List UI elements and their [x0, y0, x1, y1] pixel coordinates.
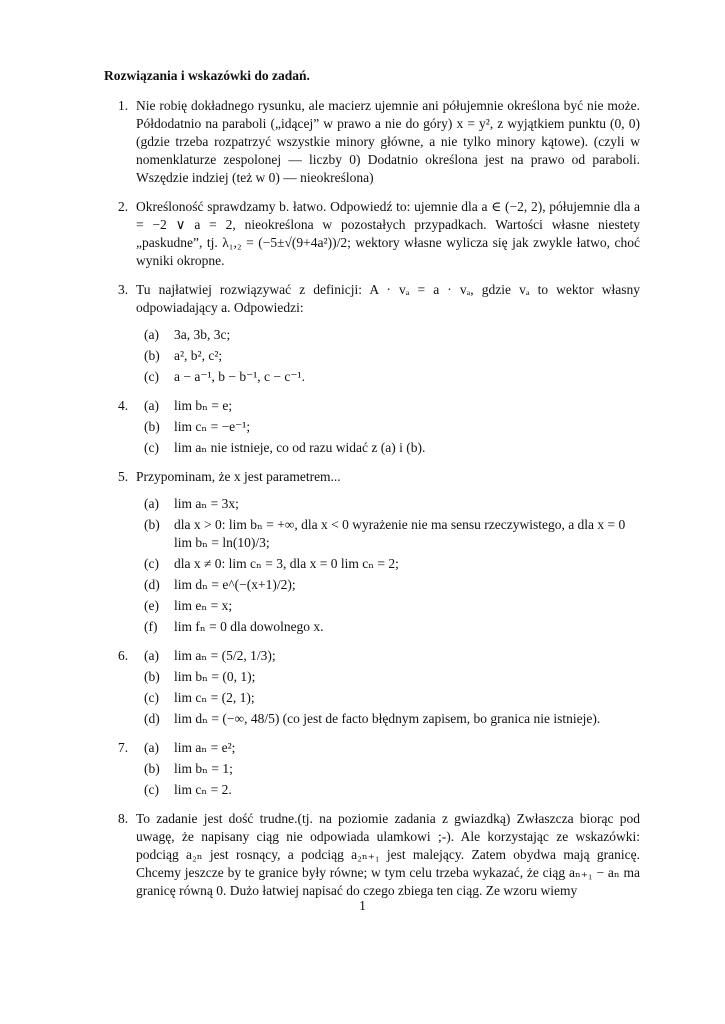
- solutions-list: [104, 97, 640, 911]
- sub-text: dla x ≠ 0: lim cₙ = 3, dla x = 0 lim cₙ = 2;: [174, 556, 399, 571]
- sub-text: lim bₙ = (0, 1);: [174, 669, 256, 684]
- sub-text: dla x > 0: lim bₙ = +∞, dla x < 0 wyrażenie nie ma sensu rzeczywistego, a dla x = 0 lim bₙ = ln(10)/3;: [174, 517, 626, 550]
- sub-label: (d): [144, 577, 160, 592]
- sub-item: [144, 618, 640, 636]
- sub-label: (c): [144, 782, 159, 797]
- sub-label: (a): [144, 740, 159, 755]
- sub-item: [144, 555, 640, 573]
- sub-label: (b): [144, 517, 160, 532]
- sub-text: lim aₙ nie istnieje, co od razu widać z (a) i (b).: [174, 440, 426, 455]
- sub-text: lim cₙ = 2.: [174, 782, 232, 797]
- sub-label: (c): [144, 440, 159, 455]
- item-number: 4.: [118, 398, 129, 413]
- sub-text: a − a⁻¹, b − b⁻¹, c − c⁻¹.: [174, 369, 305, 384]
- sub-label: (c): [144, 556, 159, 571]
- item-number: 1.: [118, 98, 129, 113]
- item-text: Określoność sprawdzamy b. łatwo. Odpowiedź to: ujemnie dla a ∈ (−2, 2), półujemnie dla a = −2 ∨ a = 2, nieokreślona w pozostałych przypadkach. Wartości własne niestety „paskudne”, tj. λ₁,₂ = (−5±√(9+4a²))/2; wektory własne wylicza się jak zwykle łatwo, choć wyniki okropne.: [136, 199, 640, 268]
- item-text: Przypominam, że x jest parametrem...: [136, 469, 341, 484]
- sub-item: [144, 597, 640, 615]
- sub-label: (b): [144, 419, 160, 434]
- sub-label: (a): [144, 327, 159, 342]
- item-number: 5.: [118, 469, 129, 484]
- solution-item-5: [104, 468, 640, 636]
- sub-text: lim fₙ = 0 dla dowolnego x.: [174, 619, 324, 634]
- sub-item: [144, 368, 640, 386]
- sub-label: (b): [144, 669, 160, 684]
- sub-item: [144, 668, 640, 686]
- section-heading: Rozwiązania i wskazówki do zadań.: [104, 68, 310, 83]
- sub-item: [144, 781, 640, 799]
- sub-item: [144, 326, 640, 344]
- sub-text: 3a, 3b, 3c;: [174, 327, 231, 342]
- solution-item-7: [104, 739, 640, 799]
- sub-text: lim cₙ = (2, 1);: [174, 690, 255, 705]
- sub-text: lim aₙ = (5/2, 1/3);: [174, 648, 276, 663]
- page-number: 1: [359, 898, 366, 913]
- sub-label: (e): [144, 598, 159, 613]
- sub-item: [144, 418, 640, 436]
- sub-label: (a): [144, 648, 159, 663]
- solution-item-1: [104, 97, 640, 187]
- sub-label: (b): [144, 761, 160, 776]
- sub-item: [144, 576, 640, 594]
- solution-item-4: [104, 397, 640, 457]
- item-text: To zadanie jest dość trudne.(tj. na poziomie zadania z gwiazdką) Zwłaszcza biorąc pod uwagę, że napisany ciąg nie odpowiada ulamkowi ;-). Ale korzystając ze wskazówki: podciąg a₂ₙ jest rosnący, a podciąg a₂ₙ₊₁ jest malejący. Zatem obydwa mają granicę. Chcemy jeszcze by te granice były równe; w tym celu trzeba wykazać, że ciąg aₙ₊₁ − aₙ ma granicę równą 0. Dużo łatwiej napisać do czego zbiega ten ciąg. Ze wzoru wiemy: [136, 811, 640, 898]
- item-text: Tu najłatwiej rozwiązywać z definicji: A · vₐ = a · vₐ, gdzie vₐ to wektor własny odpowiadający a. Odpowiedzi:: [136, 282, 640, 315]
- sub-list: [136, 495, 640, 636]
- sub-list: [136, 326, 640, 386]
- solution-item-3: [104, 281, 640, 386]
- solution-item-2: [104, 198, 640, 270]
- sub-text: lim bₙ = 1;: [174, 761, 233, 776]
- item-number: 3.: [118, 282, 129, 297]
- sub-label: (b): [144, 348, 160, 363]
- sub-item: [144, 647, 640, 665]
- sub-item: [144, 739, 640, 757]
- item-number: 2.: [118, 199, 129, 214]
- sub-label: (a): [144, 398, 159, 413]
- sub-text: lim cₙ = −e⁻¹;: [174, 419, 251, 434]
- sub-text: lim bₙ = e;: [174, 398, 233, 413]
- sub-text: lim dₙ = e^(−(x+1)/2);: [174, 577, 296, 592]
- sub-text: a², b², c²;: [174, 348, 223, 363]
- solution-item-8: [104, 810, 640, 900]
- sub-label: (f): [144, 619, 158, 634]
- sub-item: [144, 516, 640, 552]
- sub-text: lim aₙ = 3x;: [174, 496, 239, 511]
- sub-text: lim dₙ = (−∞, 48/5) (co jest de facto błędnym zapisem, bo granica nie istnieje).: [174, 711, 601, 726]
- sub-text: lim eₙ = x;: [174, 598, 233, 613]
- item-number: 8.: [118, 811, 129, 826]
- sub-item: [144, 347, 640, 365]
- item-text: Nie robię dokładnego rysunku, ale macierz ujemnie ani półujemnie określona być nie może. Półdodatnio na paraboli („idącej” w prawo a nie do góry) x = y², z wyjątkiem punktu (0, 0) (gdzie trzeba rozpatrzyć wszystkie minory główne, a nie tylko minory kątowe). (czyli w nomenklaturze zespolonej — liczby 0) Dodatnio określona jest na prawo od paraboli. Wszędzie indziej (też w 0) — nieokreślona): [136, 98, 640, 185]
- solution-item-6: [104, 647, 640, 728]
- sub-label: (a): [144, 496, 159, 511]
- sub-item: [144, 689, 640, 707]
- item-number: 6.: [118, 648, 129, 663]
- sub-label: (c): [144, 690, 159, 705]
- sub-item: [144, 397, 640, 415]
- sub-item: [144, 439, 640, 457]
- sub-item: [144, 495, 640, 513]
- sub-item: [144, 760, 640, 778]
- sub-label: (d): [144, 711, 160, 726]
- sub-label: (c): [144, 369, 159, 384]
- sub-item: [144, 710, 640, 728]
- item-number: 7.: [118, 740, 129, 755]
- sub-text: lim aₙ = e²;: [174, 740, 236, 755]
